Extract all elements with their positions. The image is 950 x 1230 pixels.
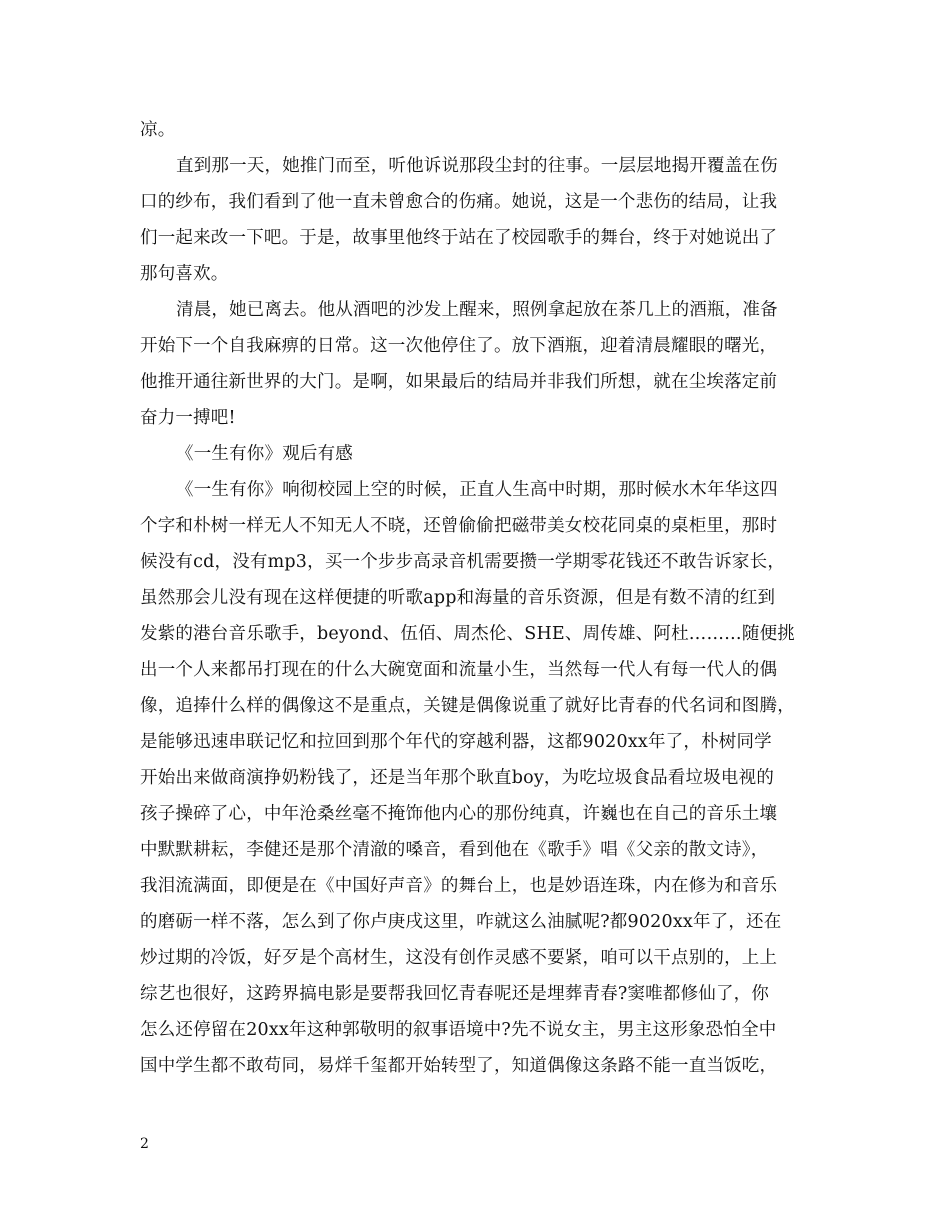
text-line: 发紫的港台音乐歌手，beyond、伍佰、周杰伦、SHE、周传雄、阿杜………随便挑: [140, 624, 795, 644]
text-line: 开始出来做商演挣奶粉钱了，还是当年那个耿直boy，为吃垃圾食品看垃圾电视的: [140, 768, 775, 788]
text-line: 的磨砺一样不落，怎么到了你卢庚戌这里，咋就这么油腻呢?都9020xx年了，还在: [140, 912, 782, 932]
text-line: 中默默耕耘，李健还是那个清澈的嗓音，看到他在《歌手》唱《父亲的散文诗》，: [140, 840, 769, 860]
page-number: 2: [140, 1136, 149, 1152]
text-line: 候没有cd，没有mp3，买一个步步高录音机需要攒一学期零花钱还不敢告诉家长，: [140, 552, 786, 572]
text-line: 凉。: [140, 120, 176, 140]
text-line: 奋力一搏吧!: [140, 408, 236, 428]
text-line: 他推开通往新世界的大门。是啊，如果最后的结局并非我们所想，就在尘埃落定前: [140, 372, 778, 392]
text-line: 清晨，她已离去。他从酒吧的沙发上醒来，照例拿起放在茶几上的酒瓶，准备: [176, 300, 778, 320]
text-line: 出一个人来都吊打现在的什么大碗宽面和流量小生，当然每一代人有每一代人的偶: [140, 660, 778, 680]
text-line: 像，追捧什么样的偶像这不是重点，关键是偶像说重了就好比青春的代名词和图腾，: [140, 696, 795, 716]
text-line: 个字和朴树一样无人不知无人不晓，还曾偷偷把磁带美女校花同桌的桌柜里，那时: [140, 516, 778, 536]
text-line: 们一起来改一下吧。于是，故事里他终于站在了校园歌手的舞台，终于对她说出了: [140, 228, 778, 248]
text-line: 口的纱布，我们看到了他一直未曾愈合的伤痛。她说，这是一个悲伤的结局，让我: [140, 192, 778, 212]
text-line: 那句喜欢。: [140, 264, 229, 284]
text-line: 炒过期的冷饭，好歹是个高材生，这没有创作灵感不要紧，咱可以干点别的，上上: [140, 948, 778, 968]
text-line: 虽然那会儿没有现在这样便捷的听歌app和海量的音乐资源，但是有数不清的红到: [140, 588, 776, 608]
text-line: 国中学生都不敢苟同，易烊千玺都开始转型了，知道偶像这条路不能一直当饭吃，: [140, 1056, 778, 1076]
text-line: 怎么还停留在20xx年这种郭敬明的叙事语境中?先不说女主，男主这形象恐怕全中: [140, 1020, 777, 1040]
text-line: 开始下一个自我麻痹的日常。这一次他停住了。放下酒瓶，迎着清晨耀眼的曙光，: [140, 336, 778, 356]
text-line: 我泪流满面，即便是在《中国好声音》的舞台上，也是妙语连珠，内在修为和音乐: [140, 876, 778, 896]
text-line: 是能够迅速串联记忆和拉回到那个年代的穿越利器，这都9020xx年了，朴树同学: [140, 732, 772, 752]
text-line: 直到那一天，她推门而至，听他诉说那段尘封的往事。一层层地揭开覆盖在伤: [176, 156, 778, 176]
text-line: 综艺也很好，这跨界搞电影是要帮我回忆青春呢还是埋葬青春?窦唯都修仙了，你: [140, 984, 770, 1004]
text-line: 孩子操碎了心，中年沧桑丝毫不掩饰他内心的那份纯真，许巍也在自己的音乐土壤: [140, 804, 778, 824]
section-heading: 《一生有你》观后有感: [176, 444, 353, 464]
text-line: 《一生有你》响彻校园上空的时候，正直人生高中时期，那时候水木年华这四: [176, 480, 778, 500]
